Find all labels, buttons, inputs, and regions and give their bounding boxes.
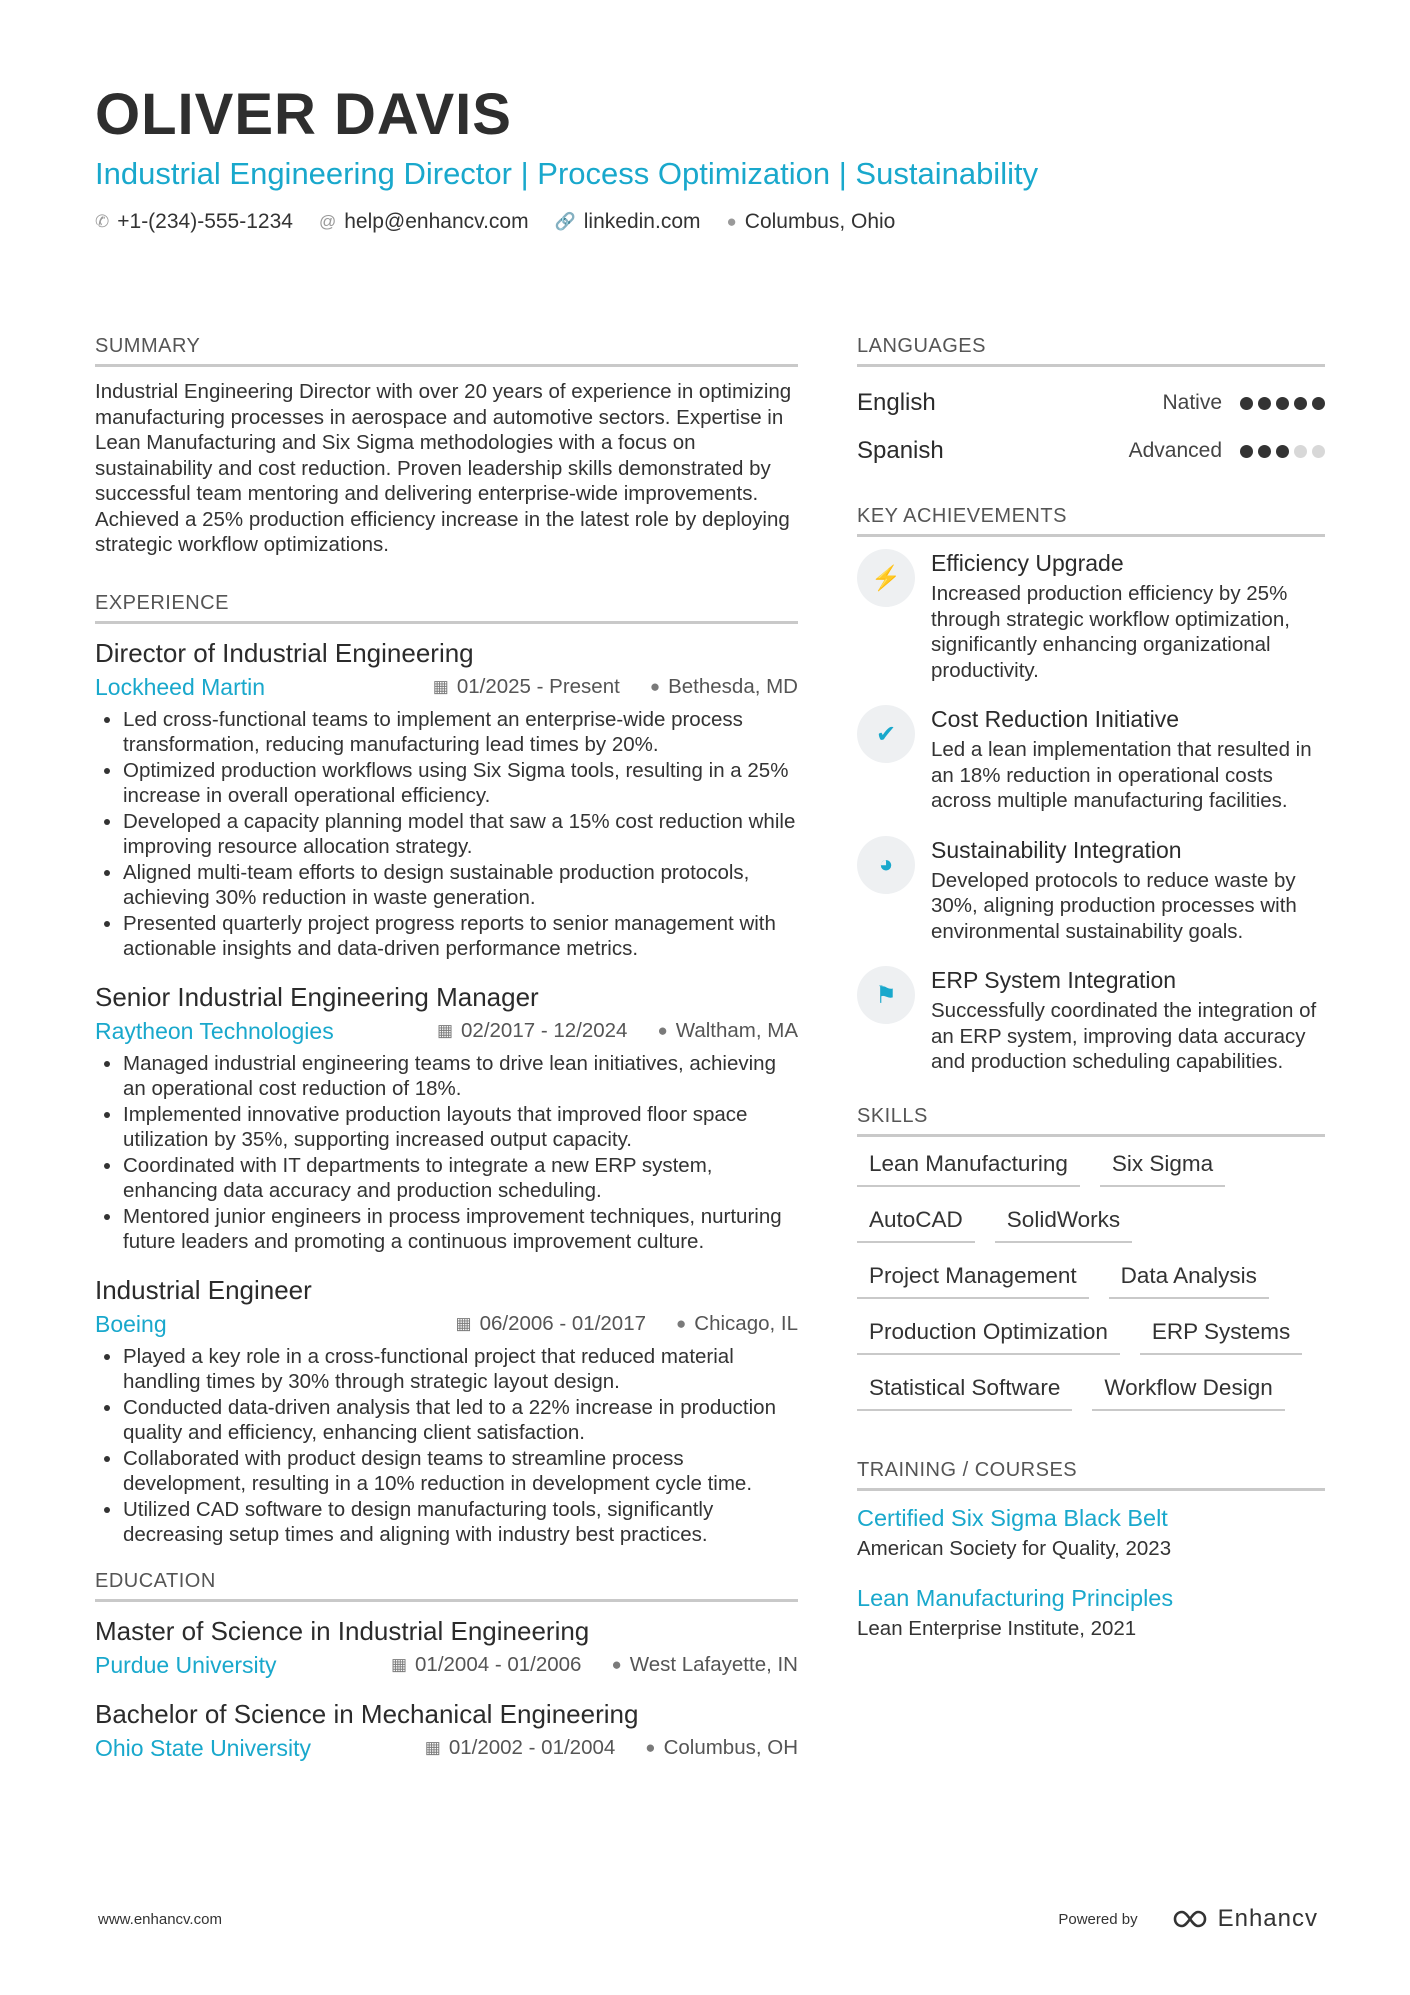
- education-location: [611, 1653, 798, 1677]
- candidate-name: OLIVER DAVIS: [95, 82, 512, 147]
- bullet-item: • Coordinated with IT departments to integrate a new ERP system, enhancing data accuracy and production scheduling.: [123, 1153, 798, 1204]
- job-entry: [95, 636, 798, 962]
- resume-page: [95, 80, 1325, 1761]
- achievement-description: Developed protocols to reduce waste by 30%, aligning production processes with environmental sustainability goals.: [931, 868, 1297, 943]
- job-dates-text: 01/2025 - Present: [456, 675, 620, 698]
- job-entry: [95, 980, 798, 1255]
- job-entry: [95, 1273, 798, 1548]
- languages-heading: LANGUAGES: [857, 335, 1325, 367]
- skill-tag: Statistical Software: [857, 1375, 1072, 1411]
- education-location-text: Columbus, OH: [663, 1736, 798, 1759]
- job-location-text: Waltham, MA: [675, 1019, 798, 1042]
- skill-tag: SolidWorks: [995, 1207, 1132, 1243]
- powered-by-text: Powered by: [1058, 1910, 1138, 1928]
- filled-dot: [1240, 445, 1253, 458]
- link-icon: 🔗: [554, 212, 576, 231]
- bullet-item: • Developed a capacity planning model that saw a 15% cost reduction while improving resource allocation strategy.: [123, 809, 798, 860]
- job-meta: [95, 1018, 798, 1045]
- company-name[interactable]: Lockheed Martin: [95, 673, 266, 700]
- footer-url[interactable]: www.enhancv.com: [98, 1910, 222, 1928]
- bullet-item: • Led cross-functional teams to implement an enterprise-wide process transformation, reducing manufacturing lead times by 20%.: [123, 707, 798, 758]
- skill-tag: Production Optimization: [857, 1319, 1120, 1355]
- language-name: English: [857, 389, 936, 416]
- filled-dot: [1258, 397, 1271, 410]
- filled-dot: [1276, 397, 1289, 410]
- empty-dot: [1294, 445, 1307, 458]
- location-text: Columbus, Ohio: [744, 210, 896, 233]
- education-dates: [425, 1736, 616, 1760]
- linkedin-text: linkedin.com: [583, 210, 701, 233]
- achievement-description: Led a lean implementation that resulted in an 18% reduction in operational costs across multiple manufacturing facilities.: [931, 738, 1312, 812]
- achievement-body: [931, 549, 1325, 683]
- filled-dot: [1312, 397, 1325, 410]
- lightning-icon: ⚡: [857, 549, 915, 607]
- filled-dot: [1240, 397, 1253, 410]
- proficiency-dots: [1240, 397, 1325, 410]
- summary-heading: SUMMARY: [95, 335, 798, 367]
- skill-tag: ERP Systems: [1140, 1319, 1302, 1355]
- job-meta: [95, 1311, 798, 1338]
- job-bullets: [95, 1051, 798, 1255]
- job-dates-text: 06/2006 - 01/2017: [479, 1312, 647, 1335]
- achievement-description: Successfully coordinated the integration of an ERP system, improving data accuracy and production scheduling capabilities.: [931, 999, 1317, 1073]
- filled-dot: [1294, 397, 1307, 410]
- contact-location: [727, 210, 896, 234]
- achievement-body: [931, 705, 1325, 814]
- job-location: [657, 1019, 798, 1043]
- education-location: [645, 1736, 798, 1760]
- brand-name: Enhancv: [1217, 1905, 1318, 1932]
- achievement-title: Efficiency Upgrade: [931, 550, 1124, 576]
- education-entry: [95, 1697, 798, 1762]
- school-name[interactable]: Ohio State University: [95, 1734, 312, 1761]
- bullet-item: • Optimized production workflows using Six Sigma tools, resulting in a 25% increase in overall operational efficiency.: [123, 758, 798, 809]
- course-title[interactable]: Lean Manufacturing Principles: [857, 1584, 1174, 1611]
- job-location-text: Bethesda, MD: [668, 675, 798, 698]
- summary-text: Industrial Engineering Director with over 20 years of experience in optimizing manufacturing processes in aerospace and automotive sectors. Expertise in Lean Manufacturing and Six Sigma methodologies with a focus on sustainability and cost reduction. Proven leadership skills demonstrated by successful team mentoring and delivering enterprise-wide improvements. Achieved a 25% production efficiency increase in the latest role by deploying strategic workflow optimizations.: [95, 380, 792, 556]
- job-bullets: [95, 1344, 798, 1548]
- bullet-item: • Managed industrial engineering teams to drive lean initiatives, achieving an operational cost reduction of 18%.: [123, 1051, 798, 1102]
- achievements-heading: KEY ACHIEVEMENTS: [857, 505, 1325, 537]
- skill-tag: Data Analysis: [1109, 1263, 1269, 1299]
- job-meta-details: [433, 675, 798, 699]
- infinity-logo-icon: [1164, 1907, 1210, 1931]
- at-icon: @: [318, 212, 337, 231]
- course-entry: [857, 1583, 1325, 1641]
- footer-brand-block: [1058, 1905, 1318, 1933]
- calendar-icon: ▦: [432, 677, 449, 696]
- location-pin-icon: ●: [657, 1021, 668, 1040]
- language-row: [857, 427, 1325, 475]
- skill-list: [857, 1151, 1325, 1411]
- achievement-title: Sustainability Integration: [931, 836, 1182, 863]
- course-provider: Lean Enterprise Institute, 2021: [857, 1616, 1137, 1640]
- empty-dot: [1312, 445, 1325, 458]
- education-meta-details: [391, 1653, 798, 1677]
- job-dates: [433, 675, 620, 699]
- education-meta: [95, 1652, 798, 1679]
- left-column: [95, 335, 798, 1780]
- location-pin-icon: ●: [676, 1314, 687, 1333]
- bullet-item: • Collaborated with product design teams to streamline process development, resulting in a 10% reduction in development cycle time.: [123, 1446, 798, 1497]
- location-pin-icon: ●: [611, 1655, 622, 1674]
- education-heading: EDUCATION: [95, 1570, 798, 1602]
- bullet-item: • Played a key role in a cross-functional project that reduced material handling times by 30% through strategic layout design.: [123, 1344, 798, 1395]
- job-meta-details: [437, 1019, 798, 1043]
- headline: Industrial Engineering Director | Process Optimization | Sustainability: [95, 156, 1039, 191]
- checkmark-icon: ✔: [857, 705, 915, 763]
- course-title[interactable]: Certified Six Sigma Black Belt: [857, 1504, 1168, 1531]
- school-name[interactable]: Purdue University: [95, 1651, 277, 1678]
- language-proficiency: [1129, 439, 1325, 463]
- language-level: Native: [1162, 391, 1222, 414]
- achievement-description: Increased production efficiency by 25% through strategic workflow optimization, significantly enhancing organizational productivity.: [931, 582, 1290, 682]
- education-meta: [95, 1735, 798, 1762]
- language-list: [857, 379, 1325, 475]
- phone-icon: ✆: [95, 212, 110, 231]
- training-list: [857, 1503, 1325, 1641]
- job-location: [650, 675, 798, 699]
- job-title: Industrial Engineer: [95, 1274, 312, 1305]
- job-title: Senior Industrial Engineering Manager: [95, 981, 539, 1012]
- bullet-item: • Aligned multi-team efforts to design sustainable production protocols, achieving 30% reduction in waste generation.: [123, 860, 798, 911]
- phone-text: +1-(234)-555-1234: [117, 210, 293, 233]
- education-dates: [391, 1653, 582, 1677]
- achievement-body: [931, 836, 1325, 945]
- education-location-text: West Lafayette, IN: [629, 1653, 798, 1676]
- education-dates-text: 01/2004 - 01/2006: [415, 1653, 582, 1676]
- education-meta-details: [425, 1736, 798, 1760]
- brand-logo[interactable]: [1164, 1905, 1318, 1933]
- language-row: [857, 379, 1325, 427]
- calendar-icon: ▦: [390, 1655, 408, 1674]
- achievement-item: [857, 966, 1325, 1075]
- company-name[interactable]: Boeing: [95, 1310, 167, 1337]
- job-title: Director of Industrial Engineering: [95, 637, 474, 668]
- experience-heading: EXPERIENCE: [95, 592, 798, 624]
- language-name: Spanish: [857, 437, 944, 464]
- contact-linkedin[interactable]: [555, 210, 701, 234]
- location-pin-icon: ●: [649, 677, 661, 696]
- footer: [98, 1905, 1318, 1933]
- language-level: Advanced: [1128, 439, 1222, 462]
- skill-tag: Six Sigma: [1100, 1151, 1225, 1187]
- course-entry: [857, 1503, 1325, 1561]
- achievement-list: [857, 549, 1325, 1075]
- contact-email[interactable]: [319, 210, 529, 234]
- skill-tag: Lean Manufacturing: [857, 1151, 1080, 1187]
- location-pin-icon: ●: [645, 1738, 656, 1757]
- experience-list: [95, 636, 798, 1548]
- degree-title: Bachelor of Science in Mechanical Engineering: [95, 1698, 639, 1729]
- calendar-icon: ▦: [436, 1021, 454, 1040]
- filled-dot: [1276, 445, 1289, 458]
- job-dates: [437, 1019, 628, 1043]
- course-provider: American Society for Quality, 2023: [857, 1536, 1172, 1560]
- education-dates-text: 01/2002 - 01/2004: [448, 1736, 616, 1759]
- education-entry: [95, 1614, 798, 1679]
- education-list: [95, 1614, 798, 1762]
- job-bullets: [95, 707, 798, 962]
- skill-tag: Project Management: [857, 1263, 1089, 1299]
- bullet-item: • Utilized CAD software to design manufacturing tools, significantly decreasing setup times and aligning with industry best practices.: [123, 1497, 798, 1548]
- calendar-icon: ▦: [455, 1314, 472, 1333]
- skills-heading: SKILLS: [857, 1105, 1325, 1137]
- job-meta: [95, 674, 798, 701]
- brain-icon: ◕: [857, 836, 915, 894]
- location-pin-icon: ●: [726, 212, 737, 231]
- company-name[interactable]: Raytheon Technologies: [95, 1017, 334, 1044]
- achievement-title: Cost Reduction Initiative: [931, 706, 1180, 732]
- proficiency-dots: [1240, 445, 1325, 458]
- flag-icon: ⚑: [857, 966, 915, 1024]
- degree-title: Master of Science in Industrial Engineering: [95, 1615, 590, 1646]
- achievement-body: [931, 966, 1325, 1075]
- job-location-text: Chicago, IL: [694, 1312, 798, 1335]
- contact-phone[interactable]: [95, 210, 293, 234]
- email-text: help@enhancv.com: [344, 210, 529, 233]
- bullet-item: • Mentored junior engineers in process improvement techniques, nurturing future leaders and promoting a continuous improvement culture.: [123, 1204, 798, 1255]
- job-dates-text: 02/2017 - 12/2024: [461, 1019, 628, 1042]
- bullet-item: • Conducted data-driven analysis that led to a 22% increase in production quality and efficiency, enhancing client satisfaction.: [123, 1395, 798, 1446]
- achievement-item: [857, 705, 1325, 814]
- achievement-item: [857, 549, 1325, 683]
- bullet-item: • Implemented innovative production layouts that improved floor space utilization by 35%, supporting increased output capacity.: [123, 1102, 798, 1153]
- bullet-item: • Presented quarterly project progress reports to senior management with actionable insights and data-driven performance metrics.: [123, 911, 798, 962]
- filled-dot: [1258, 445, 1271, 458]
- contact-bar: [95, 210, 1325, 234]
- achievement-title: ERP System Integration: [931, 967, 1177, 993]
- skill-tag: AutoCAD: [857, 1207, 975, 1243]
- achievement-item: [857, 836, 1325, 945]
- job-location: [676, 1312, 798, 1336]
- job-meta-details: [456, 1312, 798, 1336]
- training-heading: TRAINING / COURSES: [857, 1459, 1325, 1491]
- calendar-icon: ▦: [424, 1738, 441, 1757]
- job-dates: [456, 1312, 647, 1336]
- right-column: [857, 335, 1325, 1663]
- language-proficiency: [1162, 391, 1325, 415]
- skill-tag: Workflow Design: [1092, 1375, 1284, 1411]
